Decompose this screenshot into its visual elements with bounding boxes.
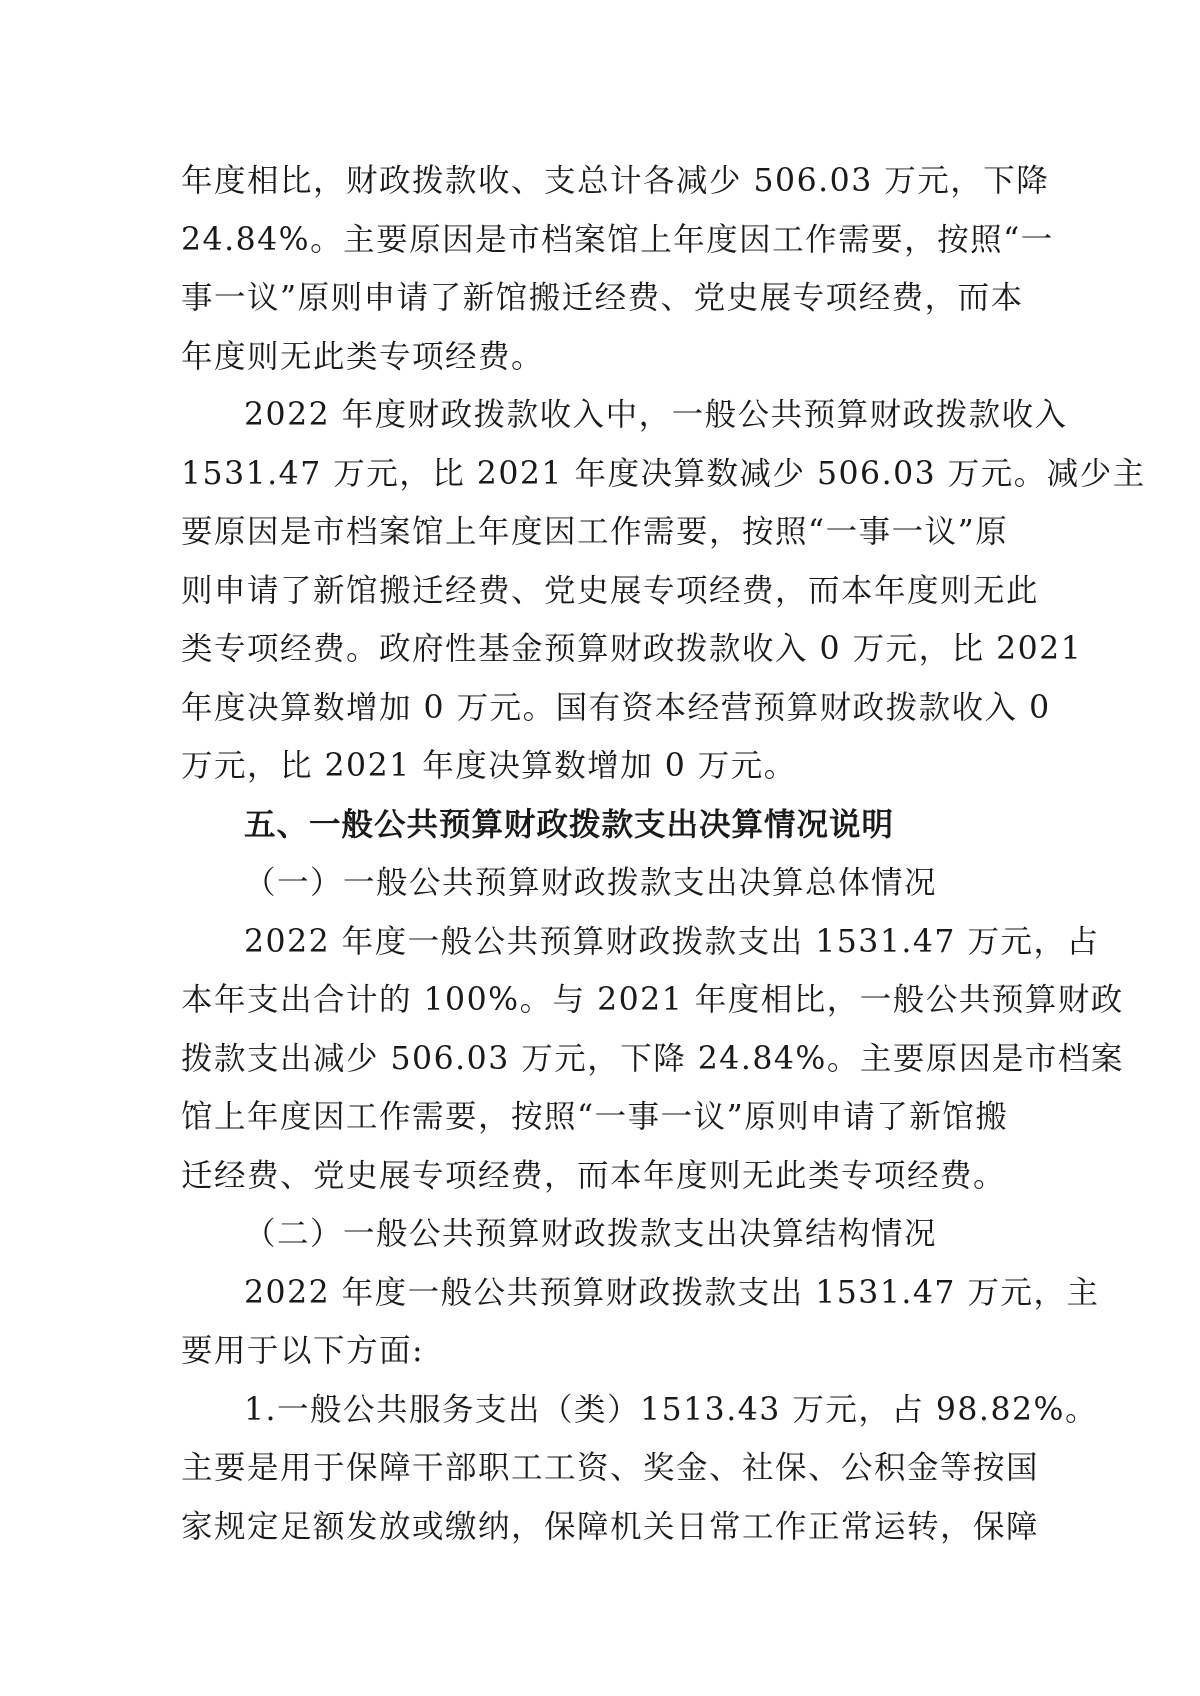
text-line: 拨款支出减少 506.03 万元，下降 24.84%。主要原因是市档案 bbox=[181, 1040, 1124, 1077]
text-line: 类专项经费。政府性基金预算财政拨款收入 0 万元，比 2021 bbox=[181, 631, 1083, 667]
text-line: 要用于以下方面: bbox=[181, 1333, 425, 1369]
section-heading bbox=[181, 796, 1041, 855]
text-line: 24.84%。主要原因是市档案馆上年度因工作需要，按照“一 bbox=[181, 221, 1054, 258]
text-line: 要原因是市档案馆上年度因工作需要，按照“一事一议”原 bbox=[181, 514, 1009, 550]
text-line: 1.一般公共服务支出（类）1513.43 万元，占 98.82%。 bbox=[244, 1391, 1098, 1428]
section-heading-text: 五、一般公共预算财政拨款支出决算情况说明 bbox=[244, 806, 895, 843]
text-line: 主要是用于保障干部职工工资、奖金、社保、公积金等按国 bbox=[181, 1450, 1040, 1486]
text-line: 家规定足额发放或缴纳，保障机关日常工作正常运转，保障 bbox=[181, 1508, 1040, 1545]
text-line: 馆上年度因工作需要，按照“一事一议”原则申请了新馆搬 bbox=[181, 1099, 1009, 1135]
paragraph-public-service bbox=[181, 1381, 1098, 1557]
paragraph-expenditure-overall bbox=[181, 913, 1124, 1206]
text-line: 迁经费、党史展专项经费，而本年度则无此类专项经费。 bbox=[181, 1157, 1007, 1194]
text-line: 年度则无此类专项经费。 bbox=[181, 338, 545, 375]
text-line: 万元，比 2021 年度决算数增加 0 万元。 bbox=[181, 748, 797, 784]
text-line: 事一议”原则申请了新馆搬迁经费、党史展专项经费，而本 bbox=[181, 280, 1024, 316]
text-line: 2022 年度一般公共预算财政拨款支出 1531.47 万元，占 bbox=[244, 923, 1100, 960]
paragraph-expenditure-structure bbox=[181, 1264, 1100, 1381]
text-line: 2022 年度财政拨款收入中，一般公共预算财政拨款收入 bbox=[244, 397, 1068, 433]
subsection-heading-text: （二）一般公共预算财政拨款支出决算结构情况 bbox=[244, 1216, 938, 1252]
text-line: 则申请了新馆搬迁经费、党史展专项经费，而本年度则无此 bbox=[181, 572, 1040, 609]
text-line: 1531.47 万元，比 2021 年度决算数减少 506.03 万元。减少主 bbox=[181, 455, 1146, 492]
subsection-heading bbox=[181, 854, 1041, 913]
paragraph-fiscal-comparison bbox=[181, 152, 1054, 386]
text-line: 年度决算数增加 0 万元。国有资本经营预算财政拨款收入 0 bbox=[181, 689, 1051, 726]
subsection-heading bbox=[181, 1205, 1041, 1264]
subsection-heading-text: （一）一般公共预算财政拨款支出决算总体情况 bbox=[244, 865, 938, 901]
text-line: 2022 年度一般公共预算财政拨款支出 1531.47 万元，主 bbox=[244, 1274, 1100, 1311]
text-line: 本年支出合计的 100%。与 2021 年度相比，一般公共预算财政 bbox=[181, 982, 1124, 1018]
document-body bbox=[181, 152, 1146, 1556]
text-line: 年度相比，财政拨款收、支总计各减少 506.03 万元，下降 bbox=[181, 163, 1050, 199]
paragraph-fiscal-income bbox=[181, 386, 1146, 796]
